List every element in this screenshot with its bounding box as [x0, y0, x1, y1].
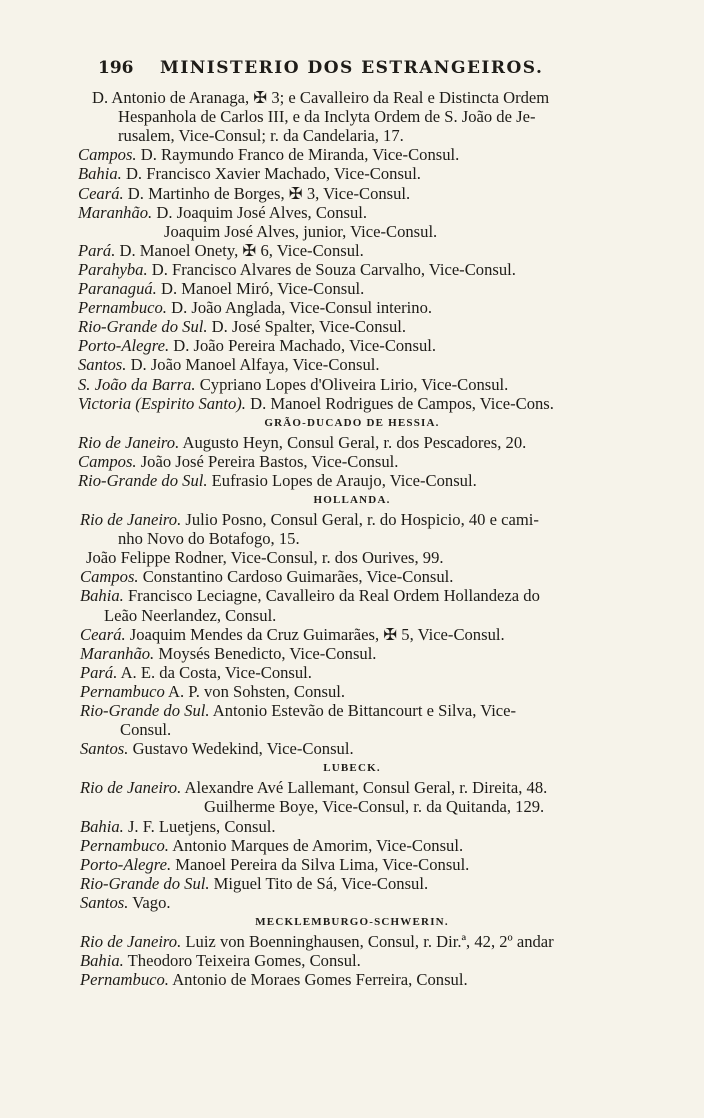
listing-line: [120, 720, 171, 739]
location-label: Porto-Alegre.: [78, 336, 170, 356]
listing-line: [78, 471, 477, 490]
location-label: S. João da Barra.: [78, 374, 196, 394]
location-label: Pernambuco.: [80, 970, 169, 990]
listing-line: [80, 625, 505, 644]
location-label: Rio de Janeiro.: [78, 432, 180, 452]
listing-line: [78, 298, 432, 317]
location-label: Parahyba.: [78, 259, 148, 279]
entry-text: Francisco Leciagne, Cavalleiro da Real Ordem Hollandeza do: [127, 586, 540, 606]
entry-text: D. Joaquim José Alves, Consul.: [156, 202, 368, 222]
location-label: Pará.: [78, 240, 116, 260]
location-label: Rio de Janeiro.: [80, 932, 182, 951]
listing-line: [78, 433, 526, 452]
section-heading: HOLLANDA.: [313, 494, 391, 506]
entry-text: Constantino Cardoso Guimarães, Vice-Consul.: [142, 567, 454, 587]
location-label: Pernambuco.: [80, 835, 169, 855]
listing-line: [86, 548, 444, 567]
entry-text: Antonio de Moraes Gomes Ferreira, Consul.: [172, 970, 468, 990]
location-label: Santos.: [80, 739, 129, 759]
entry-text: D. Manoel Onety, ✠ 6, Vice-Consul.: [119, 240, 364, 260]
location-label: Campos.: [80, 567, 139, 587]
listing-line: [80, 644, 376, 663]
location-label: Pará.: [80, 662, 118, 682]
listing-line: [80, 932, 554, 951]
entry-text: D. João Anglada, Vice-Consul interino.: [171, 298, 433, 318]
listing-line: [78, 394, 554, 413]
entry-text: Antonio Marques de Amorim, Vice-Consul.: [172, 835, 464, 855]
entry-text: Hespanhola de Carlos III, e da Inclyta Ordem de S. João de Je-: [118, 107, 536, 127]
entry-text: D. João Pereira Machado, Vice-Consul.: [173, 336, 436, 356]
location-label: Santos.: [80, 892, 129, 912]
entry-text: D. Francisco Xavier Machado, Vice-Consul.: [125, 164, 421, 184]
entry-text: Leão Neerlandez, Consul.: [104, 605, 277, 625]
location-label: Bahia.: [78, 164, 122, 184]
entry-text: nho Novo do Botafogo, 15.: [118, 529, 300, 549]
section-heading: MECKLEMBURGO-SCHWERIN.: [255, 916, 449, 928]
entry-text: Theodoro Teixeira Gomes, Consul.: [127, 951, 361, 971]
entry-text: Vago.: [132, 892, 171, 912]
listing-line: [80, 778, 547, 797]
entry-text: Eufrasio Lopes de Araujo, Vice-Consul.: [211, 470, 477, 490]
listing-line: [78, 145, 459, 164]
listing-line: [78, 241, 364, 260]
location-label: Ceará.: [80, 624, 126, 644]
listing-line: [80, 586, 540, 605]
entry-text: Augusto Heyn, Consul Geral, r. dos Pescadores, 20.: [182, 432, 527, 452]
page-number: 196: [98, 58, 134, 78]
location-label: Maranhão.: [78, 202, 153, 222]
listing-line: [118, 126, 404, 145]
listing-line: [80, 817, 276, 836]
entry-text: rusalem, Vice-Consul; r. da Candelaria, 17.: [118, 126, 404, 146]
page-header: [0, 58, 704, 82]
entry-text: D. Antonio de Aranaga, ✠ 3; e Cavalleiro da Real e Distincta Ordem: [92, 88, 550, 107]
location-label: Victoria (Espirito Santo).: [78, 393, 246, 413]
listing-line: [80, 874, 428, 893]
listing-line: [80, 970, 468, 989]
section-heading: LUBECK.: [323, 762, 381, 775]
entry-text: Joaquim José Alves, junior, Vice-Consul.: [164, 221, 438, 241]
entry-text: Moysés Benedicto, Vice-Consul.: [158, 643, 377, 663]
listing-line: [78, 452, 398, 471]
location-label: Pernambuco.: [78, 298, 167, 318]
entry-text: Luiz von Boenninghausen, Consul, r. Dir.ª, 42, 2º andar: [185, 932, 554, 951]
location-label: Ceará.: [78, 183, 124, 203]
listing-line: [80, 739, 354, 758]
location-label: Bahia.: [80, 586, 124, 606]
listing-line: [80, 836, 463, 855]
entry-text: D. João Manoel Alfaya, Vice-Consul.: [130, 355, 380, 375]
listing-line: [204, 797, 544, 816]
listing-line: [80, 510, 539, 529]
listing-line: [78, 355, 380, 374]
location-label: Maranhão.: [80, 643, 155, 663]
listing-line: [78, 336, 436, 355]
running-title: MINISTERIO DOS ESTRANGEIROS.: [160, 58, 544, 78]
entry-text: Gustavo Wedekind, Vice-Consul.: [132, 739, 354, 759]
location-label: Rio-Grande do Sul.: [80, 873, 210, 893]
location-label: Rio-Grande do Sul.: [78, 470, 208, 490]
listing-line: [80, 567, 453, 586]
entry-text: Antonio Estevão de Bittancourt e Silva, Vice-: [212, 701, 517, 720]
listing-line: [78, 317, 406, 336]
entry-text: Julio Posno, Consul Geral, r. do Hospicio, 40 e cami-: [185, 510, 539, 529]
entry-text: Guilherme Boye, Vice-Consul, r. da Quitanda, 129.: [204, 797, 545, 817]
entry-text: A. E. da Costa, Vice-Consul.: [120, 662, 312, 682]
entry-text: D. José Spalter, Vice-Consul.: [211, 317, 407, 337]
listing-line: [78, 184, 410, 203]
entry-text: Joaquim Mendes da Cruz Guimarães, ✠ 5, Vice-Consul.: [129, 624, 505, 644]
listing-line: [80, 855, 469, 874]
entry-text: D. Martinho de Borges, ✠ 3, Vice-Consul.: [127, 183, 411, 203]
entry-text: A. P. von Sohsten, Consul.: [168, 681, 346, 701]
entry-text: Manoel Pereira da Silva Lima, Vice-Consul.: [175, 854, 470, 874]
listing-line: [80, 701, 516, 720]
entry-text: Alexandre Avé Lallemant, Consul Geral, r. Direita, 48.: [184, 778, 548, 798]
listing-line: [80, 893, 171, 912]
listing-line: [78, 375, 508, 394]
section-heading: GRÃO-DUCADO DE HESSIA.: [264, 416, 440, 429]
location-label: Rio-Grande do Sul.: [78, 317, 208, 337]
listing-line: [78, 279, 364, 298]
entry-text: Cypriano Lopes d'Oliveira Lirio, Vice-Consul.: [199, 374, 509, 394]
entry-text: D. Raymundo Franco de Miranda, Vice-Consul.: [140, 145, 460, 165]
location-label: Rio de Janeiro.: [80, 510, 182, 529]
listing-line: [78, 260, 516, 279]
entry-text: D. Manoel Miró, Vice-Consul.: [160, 279, 365, 298]
location-label: Campos.: [78, 451, 137, 471]
location-label: Santos.: [78, 355, 127, 375]
location-label: Rio de Janeiro.: [80, 778, 182, 798]
listing-line: [104, 606, 276, 625]
entry-text: Consul.: [120, 720, 172, 740]
entry-text: D. Manoel Rodrigues de Campos, Vice-Cons.: [250, 393, 554, 413]
listing-line: [80, 663, 312, 682]
listing-line: [92, 88, 549, 107]
listing-line: [78, 203, 367, 222]
listing-line: [164, 222, 437, 241]
location-label: Porto-Alegre.: [80, 854, 172, 874]
listing-line: [80, 951, 361, 970]
location-label: Paranaguá.: [78, 279, 157, 298]
entry-text: J. F. Luetjens, Consul.: [127, 816, 276, 836]
listing-line: [80, 682, 345, 701]
listing-line: [118, 529, 300, 548]
listing-line: [78, 164, 421, 183]
entry-text: Miguel Tito de Sá, Vice-Consul.: [213, 873, 429, 893]
location-label: Bahia.: [80, 816, 124, 836]
entry-text: João José Pereira Bastos, Vice-Consul.: [140, 451, 399, 471]
location-label: Rio-Grande do Sul.: [80, 701, 210, 720]
entry-text: João Felippe Rodner, Vice-Consul, r. dos Ourives, 99.: [86, 548, 444, 568]
listing-line: [118, 107, 535, 126]
location-label: Bahia.: [80, 951, 124, 971]
location-label: Pernambuco: [80, 681, 165, 701]
entry-text: D. Francisco Alvares de Souza Carvalho, Vice-Consul.: [151, 259, 516, 279]
location-label: Campos.: [78, 145, 137, 165]
